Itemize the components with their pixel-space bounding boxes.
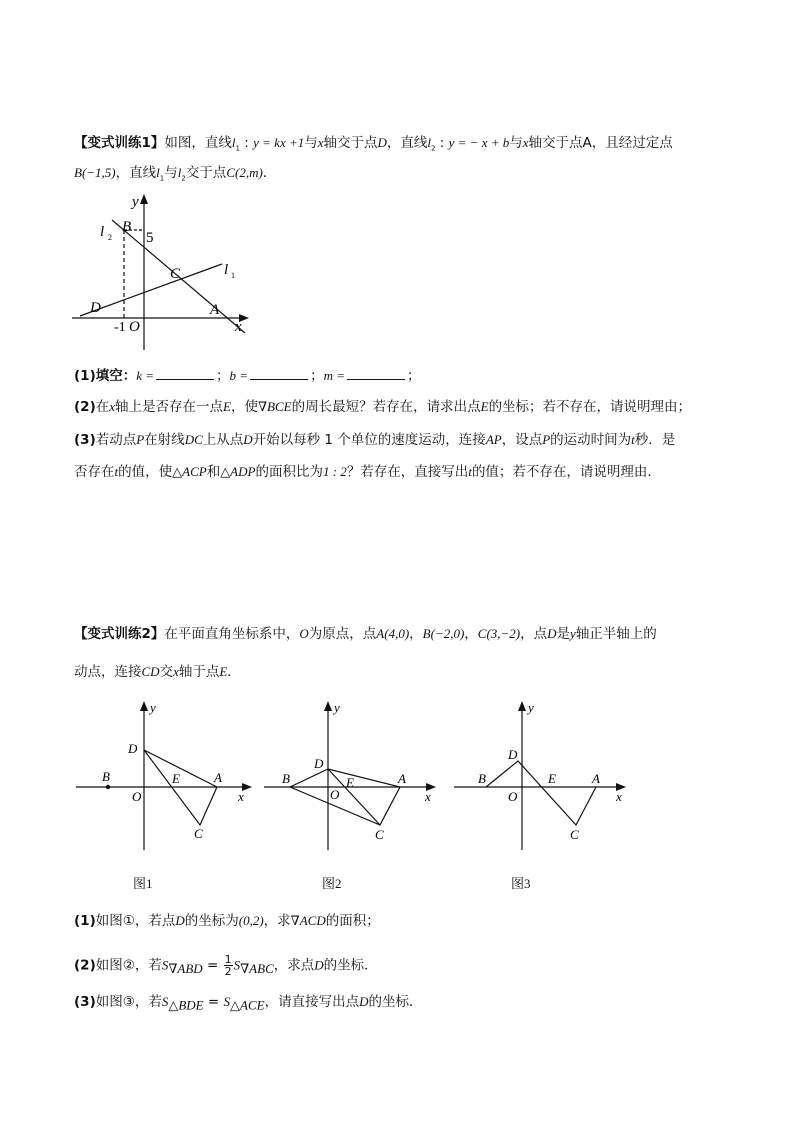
svg-text:y: y — [150, 700, 156, 715]
point-B: B(−1,5) — [74, 165, 116, 180]
svg-text:O: O — [132, 789, 142, 804]
svg-text:E: E — [548, 771, 556, 786]
svg-text:B: B — [478, 771, 486, 786]
svg-text:x: x — [238, 789, 244, 804]
problem2-figure3 — [450, 695, 635, 855]
problem1-q3-line2: 否存在t的值，使△ACP和△ADP的面积比为1 : 2？若存在，直接写出t的值；若不存在，请说明理由． — [74, 464, 661, 480]
caption-fig1: 图1 — [133, 876, 153, 891]
problem2-tag: 【变式训练2】 — [74, 626, 165, 642]
svg-text:C: C — [570, 827, 579, 842]
svg-text:A: A — [398, 771, 406, 786]
svg-text:1: 1 — [231, 271, 235, 280]
svg-text:D: D — [128, 741, 138, 756]
problem2-figure2 — [260, 695, 445, 855]
problem1-statement-line2: B(−1,5)，直线$l_1$与$l_2$交于点C(2,m)． — [74, 165, 277, 183]
problem1-q2: (2)在x轴上是否存在一点E，使∇BCE的周长最短？若存在，请求出点E的坐标；若不存在，请说明理由； — [74, 399, 692, 415]
point-C: C(2,m) — [226, 165, 263, 180]
problem1-statement-line1: 【变式训练1】如图，直线$l_1$ : y = kx +1与x轴交于点D，直线$l_2$ : y = − x + b与x轴交于点A，且经过定点 — [74, 135, 673, 153]
problem2-q3: (3)如图③，若$S_{\triangle BDE} = S_{\triangle ACE}$，请直接写出点D的坐标． — [74, 994, 423, 1013]
caption-fig2: 图2 — [322, 876, 342, 891]
svg-text:D: D — [508, 747, 518, 762]
svg-text:C: C — [170, 266, 181, 282]
svg-text:B: B — [122, 219, 132, 235]
line-l1 — [80, 264, 222, 316]
problem2-statement-line2: 动点，连接CD交x轴于点E． — [74, 664, 241, 680]
svg-text:y: y — [132, 194, 139, 210]
svg-text:D: D — [90, 300, 101, 316]
svg-text:O: O — [508, 789, 518, 804]
svg-text:C: C — [375, 827, 384, 842]
svg-text:x: x — [616, 789, 622, 804]
problem2-statement-line1: 【变式训练2】在平面直角坐标系中，O为原点，点A(4,0)，B(−2,0)，C(3,−2)，点D是y轴正半轴上的 — [74, 626, 657, 642]
svg-text:A: A — [210, 302, 220, 318]
problem1-q3-line1: (3)若动点P在射线DC上从点D开始以每秒 1 个单位的速度运动，连接AP，设点P的运动时间为t秒．是 — [74, 432, 676, 448]
svg-text:l: l — [100, 224, 105, 240]
svg-text:x: x — [425, 789, 431, 804]
svg-text:E: E — [172, 771, 180, 786]
svg-text:O: O — [330, 787, 340, 802]
svg-text:B: B — [102, 769, 110, 784]
svg-text:B: B — [282, 771, 290, 786]
y-arrow-icon — [140, 194, 148, 204]
svg-text:C: C — [194, 826, 203, 841]
svg-text:-1: -1 — [114, 320, 126, 335]
svg-text:x: x — [235, 319, 242, 335]
problem1-tag: 【变式训练1】 — [74, 135, 165, 151]
problem1-q1: (1)填空：k = ；b = ；m = ； — [74, 368, 421, 384]
problem2-q1: (1)如图①，若点D的坐标为(0,2)，求∇ACD的面积； — [74, 913, 380, 929]
fraction-one-half: $\frac{1}{2}$ — [224, 953, 232, 978]
svg-text:y: y — [528, 700, 534, 715]
svg-text:2: 2 — [108, 233, 112, 242]
svg-text:E: E — [346, 775, 354, 790]
svg-text:l: l — [224, 262, 229, 278]
answer-blank-b[interactable] — [250, 367, 308, 380]
svg-text:5: 5 — [146, 230, 154, 246]
svg-text:A: A — [214, 770, 222, 785]
problem2-figure1 — [70, 695, 255, 855]
svg-text:A: A — [592, 771, 600, 786]
svg-text:y: y — [334, 700, 340, 715]
l1-equation: y = kx +1 — [253, 135, 305, 150]
problem1-figure — [60, 190, 270, 360]
answer-blank-k[interactable] — [156, 367, 214, 380]
caption-fig3: 图3 — [511, 876, 531, 891]
answer-blank-m[interactable] — [347, 367, 405, 380]
svg-text:O: O — [129, 319, 140, 335]
l2-equation: y = − x + b — [448, 135, 510, 150]
svg-text:D: D — [314, 756, 324, 771]
problem2-q2: (2)如图②，若$S_{\nabla ABD}$ = $\frac{1}{2}$ $S_{\nabla ABC}$，求点D的坐标． — [74, 953, 378, 978]
